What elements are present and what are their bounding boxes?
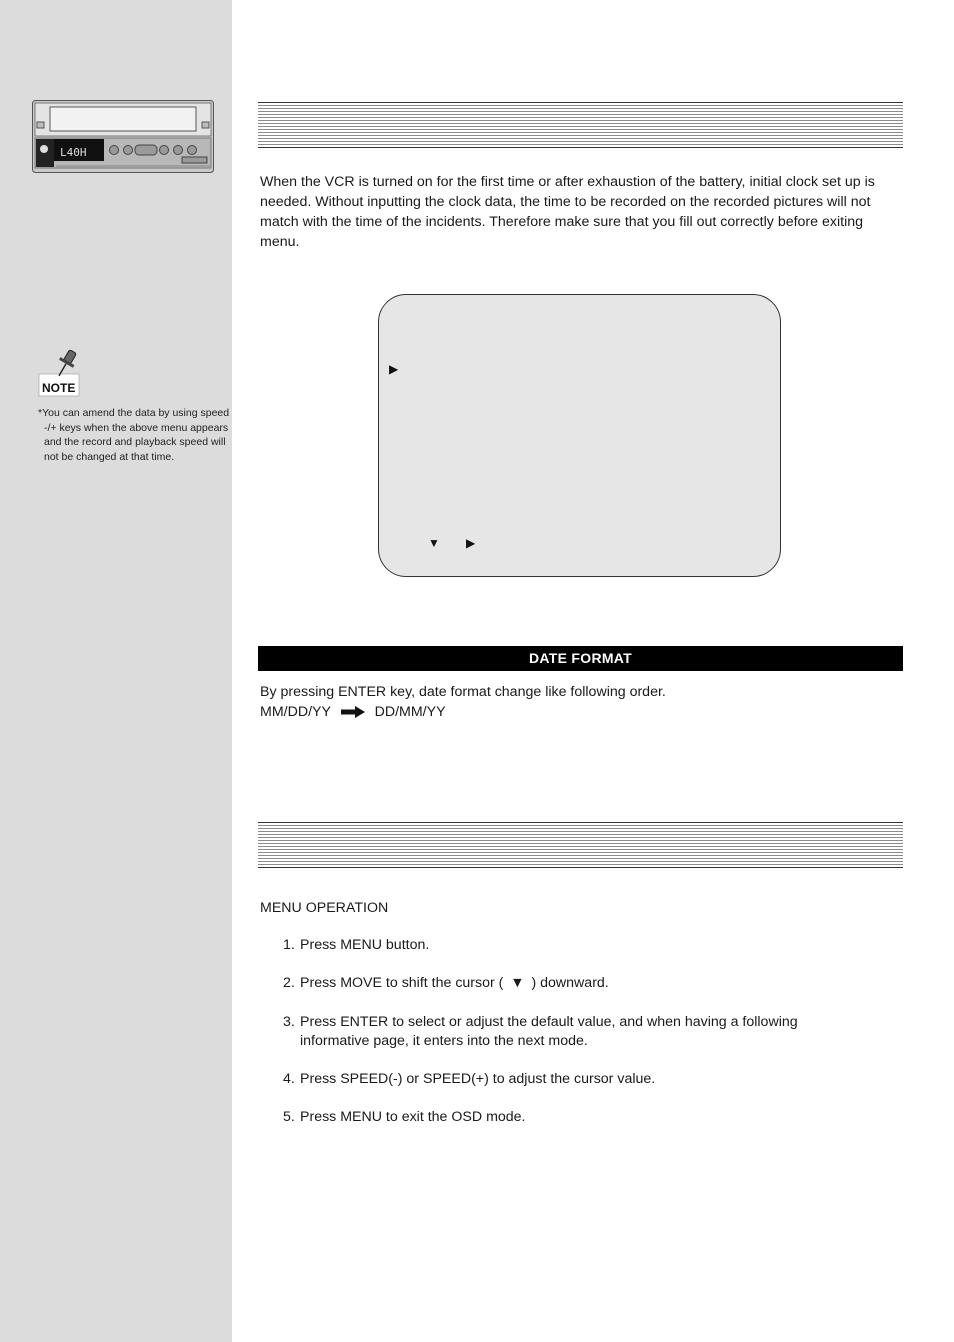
osd-screen (378, 294, 781, 577)
list-item: 2. Press MOVE to shift the cursor ( ▼ ) downward. (283, 975, 609, 991)
osd-hint-right-icon: ▶ (466, 536, 476, 550)
left-margin-panel (0, 0, 232, 1342)
menu-operation-title: MENU OPERATION (260, 900, 389, 916)
note-label: NOTE (42, 381, 76, 395)
list-item: 4. Press SPEED(-) or SPEED(+) to adjust the cursor value. (283, 1071, 656, 1087)
list-item: 5. Press MENU to exit the OSD mode. (283, 1109, 526, 1125)
vcr-front-panel-illustration (32, 100, 214, 173)
date-format-text: By pressing ENTER key, date format change like following order. (260, 684, 666, 700)
pushpin-note-icon (37, 348, 85, 400)
intro-paragraph: When the VCR is turned on for the first time or after exhaustion of the battery, initial clock set up is needed. Without inputting the clock data, the time to be recorded on the recorded pictures will not match with the time of the incidents. Therefore make sure that you fill out correctly before exiting menu. (260, 174, 875, 250)
section-header-bar-2 (258, 822, 903, 868)
date-format-description (260, 682, 905, 722)
date-format-order (260, 702, 905, 722)
note-text: *You can amend the data by using speed -/+ keys when the above menu appears and the record and playback speed will not be changed at that time. (38, 407, 230, 463)
date-format-from: MM/DD/YY (260, 704, 331, 720)
svg-text:L40H: L40H (60, 146, 87, 159)
osd-hint-down-icon: ▼ (428, 536, 440, 550)
date-format-to: DD/MM/YY (374, 704, 446, 720)
list-item: 3. Press ENTER to select or adjust the default value, and when having a following informative page, it enters into the next mode. (283, 1014, 798, 1049)
right-arrow-icon (341, 706, 365, 718)
down-triangle-icon: ▼ (510, 975, 525, 991)
section-header-bar (258, 102, 903, 148)
list-item: 1. Press MENU button. (283, 937, 430, 953)
date-format-heading: DATE FORMAT (258, 646, 903, 671)
osd-cursor-right-icon: ▶ (389, 362, 399, 376)
